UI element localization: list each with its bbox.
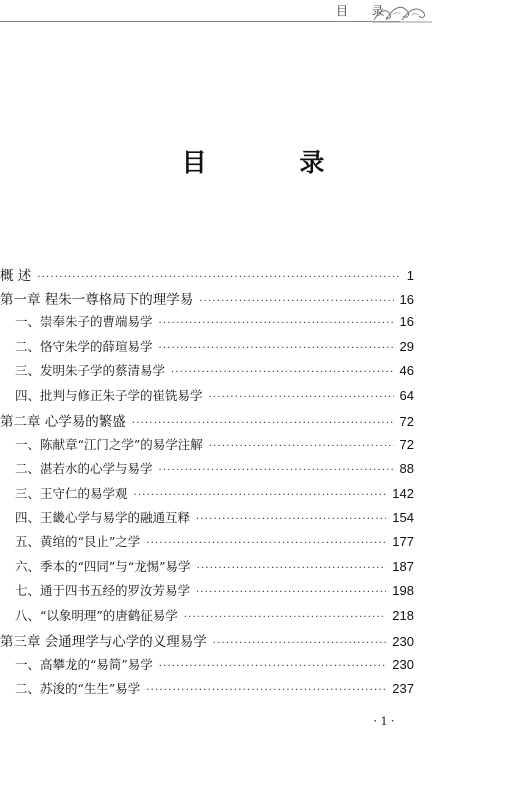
toc-entry bbox=[0, 386, 414, 408]
running-header-title: 目 录 bbox=[336, 4, 394, 18]
toc-entry bbox=[0, 288, 414, 310]
toc-entry bbox=[0, 410, 414, 432]
toc-entry-label: 第一章 程朱一尊格局下的理学易 bbox=[0, 292, 194, 308]
toc-dot-leader bbox=[196, 514, 386, 525]
toc-entry-page: 237 bbox=[392, 681, 414, 696]
toc-entry-label: 二、湛若水的心学与易学 bbox=[15, 461, 153, 476]
toc-entry-page: 1 bbox=[406, 268, 414, 283]
toc-dot-leader bbox=[171, 367, 394, 378]
toc-entry-label: 四、王畿心学与易学的融通互释 bbox=[15, 510, 191, 525]
toc-entry-page: 177 bbox=[392, 534, 414, 549]
toc-entry-label: 二、苏浚的“生生”易学 bbox=[15, 681, 141, 696]
toc-entry-page: 16 bbox=[399, 314, 414, 329]
toc-dot-leader bbox=[132, 418, 394, 429]
toc-entry-page: 88 bbox=[399, 461, 414, 476]
toc-dot-leader bbox=[159, 343, 394, 354]
toc-entry bbox=[0, 435, 414, 457]
toc-entry bbox=[0, 312, 414, 334]
toc-dot-leader bbox=[37, 272, 400, 283]
toc-entry bbox=[0, 484, 414, 506]
toc-dot-leader bbox=[146, 685, 386, 696]
toc-entry-page: 72 bbox=[399, 437, 414, 452]
toc-entry-label: 第二章 心学易的繁盛 bbox=[0, 414, 126, 430]
toc-entry bbox=[0, 508, 414, 530]
toc-entry bbox=[0, 581, 414, 603]
wave-ornament-icon bbox=[372, 0, 432, 24]
header-rule bbox=[0, 21, 400, 22]
toc-entry-label: 第三章 会通理学与心学的义理易学 bbox=[0, 634, 207, 650]
toc-dot-leader bbox=[199, 296, 393, 307]
toc-entry-page: 230 bbox=[392, 657, 414, 672]
toc-entry-label: 六、季本的“四同”与“龙惕”易学 bbox=[15, 559, 191, 574]
toc-entry bbox=[0, 532, 414, 554]
toc-entry-label: 五、黄绾的“艮止”之学 bbox=[15, 534, 141, 549]
toc-entry-label: 三、发明朱子学的蔡清易学 bbox=[15, 363, 166, 378]
toc-entry-page: 142 bbox=[392, 486, 414, 501]
toc-entry-page: 64 bbox=[399, 388, 414, 403]
running-header bbox=[0, 0, 506, 22]
toc-entry-label: 七、通于四书五经的罗汝芳易学 bbox=[15, 583, 191, 598]
toc-dot-leader bbox=[159, 661, 387, 672]
toc-entry bbox=[0, 361, 414, 383]
toc-entry-page: 187 bbox=[392, 559, 414, 574]
toc-entry-label: 三、王守仁的易学观 bbox=[15, 486, 128, 501]
toc-entry bbox=[0, 630, 414, 652]
toc-entry-page: 29 bbox=[399, 339, 414, 354]
toc-entry-label: 二、恪守朱学的薛瑄易学 bbox=[15, 339, 153, 354]
toc-entry-label: 概 述 bbox=[0, 268, 32, 284]
toc-dot-leader bbox=[209, 392, 394, 403]
toc-dot-leader bbox=[213, 638, 387, 649]
toc-dot-leader bbox=[209, 441, 394, 452]
toc-entry bbox=[0, 679, 414, 701]
toc-entry bbox=[0, 557, 414, 579]
toc-dot-leader bbox=[134, 490, 387, 501]
toc-dot-leader bbox=[196, 587, 386, 598]
page-title: 目 录 bbox=[181, 148, 367, 177]
toc-entry-page: 16 bbox=[399, 292, 414, 307]
toc-entry bbox=[0, 655, 414, 677]
toc-entry-page: 218 bbox=[392, 608, 414, 623]
toc-entry-page: 46 bbox=[399, 363, 414, 378]
toc-entry bbox=[0, 337, 414, 359]
toc-entry-page: 198 bbox=[392, 583, 414, 598]
toc-dot-leader bbox=[184, 612, 387, 623]
toc-entry-page: 154 bbox=[392, 510, 414, 525]
toc-entry-label: 一、高攀龙的“易简”易学 bbox=[15, 657, 153, 672]
toc-dot-leader bbox=[197, 563, 387, 574]
toc-entry-label: 四、批判与修正朱子学的崔铣易学 bbox=[15, 388, 203, 403]
toc-entry bbox=[0, 459, 414, 481]
toc-dot-leader bbox=[159, 318, 394, 329]
toc-entry-page: 230 bbox=[392, 634, 414, 649]
toc-entry-label: 一、陈献章“江门之学”的易学注解 bbox=[15, 437, 203, 452]
page-number: · 1 · bbox=[373, 713, 395, 728]
toc-entry-label: 八、“以象明理”的唐鹤征易学 bbox=[15, 608, 178, 623]
toc-entry-page: 72 bbox=[399, 414, 414, 429]
toc-entry bbox=[0, 606, 414, 628]
toc-dot-leader bbox=[159, 465, 394, 476]
toc-dot-leader bbox=[146, 538, 386, 549]
toc-entry bbox=[0, 264, 414, 286]
toc-entry-label: 一、崇奉朱子的曹端易学 bbox=[15, 314, 153, 329]
